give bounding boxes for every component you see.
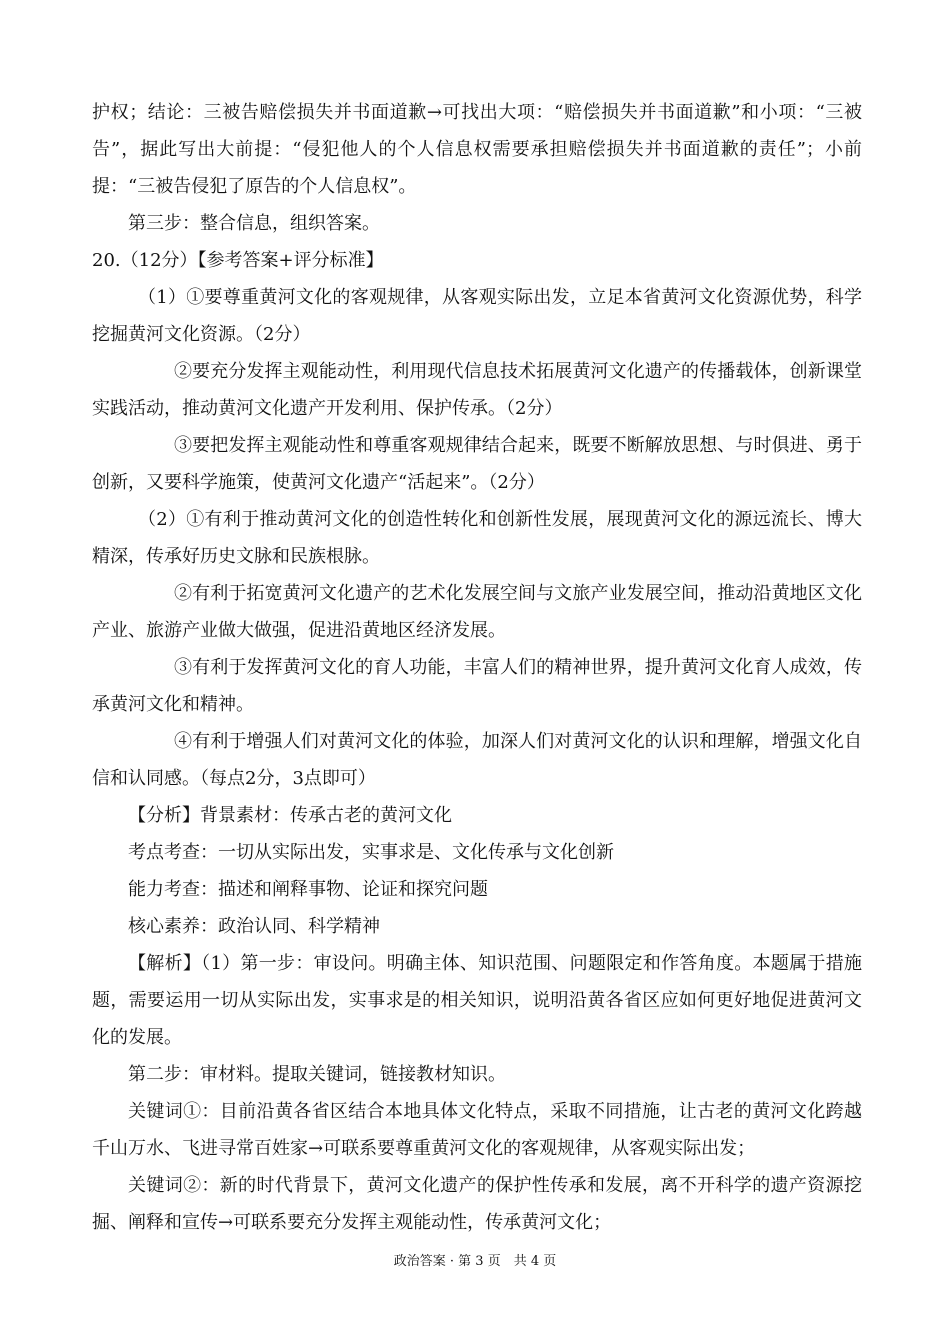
analysis-paragraph: 核心素养：政治认同、科学精神 bbox=[128, 916, 380, 937]
question-heading: 20.（12分）【参考答案+评分标准】 bbox=[92, 250, 384, 271]
document-body bbox=[92, 94, 862, 1241]
answer-paragraph: （2）①有利于推动黄河文化的创造性转化和创新性发展，展现黄河文化的源远流长、博大精深，传承好历史文脉和民族根脉。 bbox=[92, 509, 862, 567]
answer-paragraph: ④有利于增强人们对黄河文化的体验，加深人们对黄河文化的认识和理解，增强文化自信和认同感。（每点2分，3点即可） bbox=[92, 731, 862, 789]
paragraph: 第三步：整合信息，组织答案。 bbox=[128, 213, 380, 234]
paragraph: 护权；结论：三被告赔偿损失并书面道歉→可找出大项：“赔偿损失并书面道歉”和小项：“三被告”，据此写出大前提：“侵犯他人的个人信息权需要承担赔偿损失并书面道歉的责任”；小前提：“三被告侵犯了原告的个人信息权”。 bbox=[92, 102, 862, 197]
answer-paragraph: ③要把发挥主观能动性和尊重客观规律结合起来，既要不断解放思想、与时俱进、勇于创新，又要科学施策，使黄河文化遗产“活起来”。（2分） bbox=[92, 435, 862, 493]
analysis-paragraph: 考点考查：一切从实际出发，实事求是、文化传承与文化创新 bbox=[128, 842, 614, 863]
explanation-paragraph: 关键词②：新的时代背景下，黄河文化遗产的保护性传承和发展，离不开科学的遗产资源挖掘、阐释和宣传→可联系要充分发挥主观能动性，传承黄河文化； bbox=[92, 1175, 862, 1233]
explanation-paragraph: 【解析】（1）第一步：审设问。明确主体、知识范围、问题限定和作答角度。本题属于措施题，需要运用一切从实际出发，实事求是的相关知识，说明沿黄各省区应如何更好地促进黄河文化的发展。 bbox=[92, 953, 862, 1048]
answer-paragraph: ②要充分发挥主观能动性，利用现代信息技术拓展黄河文化遗产的传播载体，创新课堂实践活动，推动黄河文化遗产开发利用、保护传承。（2分） bbox=[92, 361, 862, 419]
explanation-paragraph: 第二步：审材料。提取关键词，链接教材知识。 bbox=[128, 1064, 506, 1085]
answer-paragraph: （1）①要尊重黄河文化的客观规律，从客观实际出发，立足本省黄河文化资源优势，科学挖掘黄河文化资源。（2分） bbox=[92, 287, 862, 345]
analysis-paragraph: 能力考查：描述和阐释事物、论证和探究问题 bbox=[128, 879, 488, 900]
analysis-paragraph: 【分析】背景素材：传承古老的黄河文化 bbox=[128, 805, 452, 826]
answer-paragraph: ②有利于拓宽黄河文化遗产的艺术化发展空间与文旅产业发展空间，推动沿黄地区文化产业、旅游产业做大做强，促进沿黄地区经济发展。 bbox=[92, 583, 862, 641]
page-footer: 政治答案 · 第 3 页 共 4 页 bbox=[393, 1254, 557, 1269]
answer-paragraph: ③有利于发挥黄河文化的育人功能，丰富人们的精神世界，提升黄河文化育人成效，传承黄河文化和精神。 bbox=[92, 657, 862, 715]
explanation-paragraph: 关键词①：目前沿黄各省区结合本地具体文化特点，采取不同措施，让古老的黄河文化跨越千山万水、飞进寻常百姓家→可联系要尊重黄河文化的客观规律，从客观实际出发； bbox=[92, 1101, 862, 1159]
